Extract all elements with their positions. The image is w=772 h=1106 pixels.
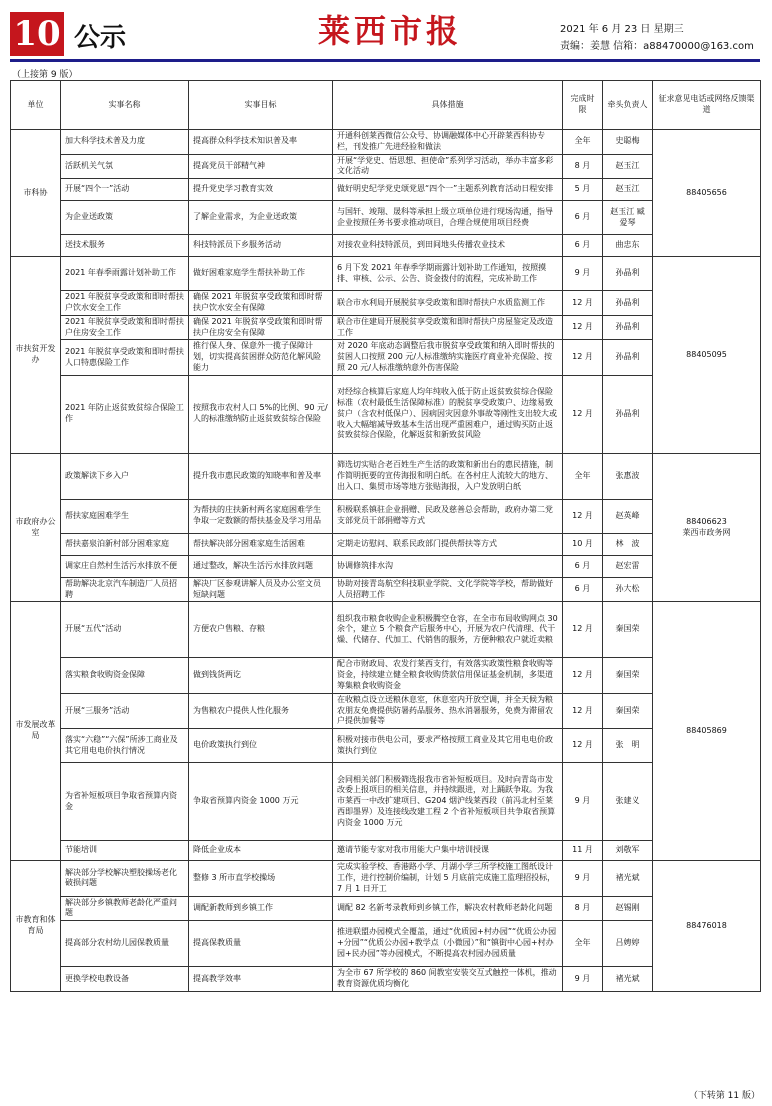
measure-cell: 开通科创莱西微信公众号、协调融媒体中心开辟莱西科协专栏，刊发推广先进经验和做法 [333, 130, 563, 155]
name-cell: 开展“四个一”活动 [61, 179, 189, 201]
contact-cell [653, 861, 761, 992]
lead-cell: 孙晶利 [603, 257, 653, 291]
unit-cell: 市科协 [11, 130, 61, 257]
measure-cell: 开展“学党史、悟思想、担使命”系列学习活动，举办丰富多彩文化活动 [333, 154, 563, 179]
measure-cell: 为全市 67 所学校的 860 间教室安装交互式触控一体机，推动教育资源优质均衡化 [333, 967, 563, 992]
measure-cell: 联合市水利局开展脱贫享受政策和即时帮扶户水质监测工作 [333, 291, 563, 316]
contact-phone: 88476018 [686, 920, 727, 930]
goal-cell: 通过整改，解决生活污水排放问题 [189, 555, 333, 577]
goal-cell: 争取省预算内资金 1000 万元 [189, 763, 333, 841]
deadline-cell: 12 月 [563, 315, 603, 340]
table-row [11, 375, 761, 453]
lead-cell: 孙大松 [603, 577, 653, 602]
goal-cell: 按照我市农村人口 5%的比例、90 元/人的标准缴纳防止返贫致贫综合保险 [189, 375, 333, 453]
name-cell: 2021 年脱贫享受政策和即时帮扶户饮水安全工作 [61, 291, 189, 316]
goal-cell: 帮扶解决部分困难家庭生活困难 [189, 533, 333, 555]
table-row [11, 315, 761, 340]
table-row [11, 154, 761, 179]
section-title: 公示 [74, 23, 127, 53]
table-row [11, 291, 761, 316]
name-cell: 为企业送政策 [61, 201, 189, 235]
table-row [11, 658, 761, 693]
lead-cell: 孙晶利 [603, 315, 653, 340]
lead-cell: 赵玉江 [603, 179, 653, 201]
goal-cell: 做到钱货两讫 [189, 658, 333, 693]
measure-cell: 配合市财政局、农发行莱西支行，有效落实政策性粮食收购等资金，持续建立健全粮食收购贷款信用保证基金机制，多渠道筹集粮食收购资金 [333, 658, 563, 693]
table-row [11, 921, 761, 967]
name-cell: 落实粮食收购资金保障 [61, 658, 189, 693]
deadline-cell: 12 月 [563, 658, 603, 693]
lead-cell: 张 明 [603, 729, 653, 763]
column-header: 具体措施 [333, 81, 563, 130]
measure-cell: 完成实验学校、香港路小学、月湖小学三所学校施工图纸设计工作，进行控制价编制，计划 5 月底前完成施工监理招投标，7 月 1 日开工 [333, 861, 563, 896]
measure-cell: 对接农业科技特派员，到田间地头传播农业技术 [333, 235, 563, 257]
lead-cell: 张建义 [603, 763, 653, 841]
issue-date: 2021 年 6 月 23 日 星期三 [560, 24, 684, 35]
masthead [0, 0, 772, 62]
name-cell: 2021 年脱贫享受政策和即时帮扶人口特惠保险工作 [61, 340, 189, 375]
goal-cell: 做好困难家庭学生帮扶补助工作 [189, 257, 333, 291]
page-number: 10 [10, 12, 64, 56]
measure-cell: 在收粮点设立送粮休息室，休息室内开放空调，并全天候为粮农朋友免费提供防暑药品服务、热水消暑服务，免费为滞留农户提供加餐等 [333, 693, 563, 728]
goal-cell: 提高党员干部精气神 [189, 154, 333, 179]
header-rule [10, 59, 760, 62]
table-row [11, 453, 761, 499]
lead-cell: 赵英峰 [603, 499, 653, 533]
table-row [11, 235, 761, 257]
table-row [11, 130, 761, 155]
name-cell: 帮扶家庭困难学生 [61, 499, 189, 533]
deadline-cell: 5 月 [563, 179, 603, 201]
measure-cell: 推进联盟办园模式全覆盖，通过“优质园+村办园”“优质公办园+分园”“优质公办园+教学点（小微园）”和“镇街中心园+村办园+民办园”等办园模式，不断提高农村园办园质量 [333, 921, 563, 967]
editor-info: 责编：姜慧 信箱：a88470000@163.com [560, 41, 754, 52]
deadline-cell: 12 月 [563, 693, 603, 728]
deadline-cell: 10 月 [563, 533, 603, 555]
goal-cell: 降低企业成本 [189, 841, 333, 861]
newspaper-logo: 莱西市报 [317, 12, 462, 50]
public-notice-table [10, 80, 761, 992]
name-cell: 政策解读下乡入户 [61, 453, 189, 499]
table-row [11, 967, 761, 992]
goal-cell: 提升我市惠民政策的知晓率和普及率 [189, 453, 333, 499]
table-header-row [11, 81, 761, 130]
measure-cell: 做好明史纪学党史颂党恩“四个一”主题系列教育活动日程安排 [333, 179, 563, 201]
lead-cell: 吕娉婷 [603, 921, 653, 967]
name-cell: 落实“六稳”“六保”所涉工商业及其它用电电价执行情况 [61, 729, 189, 763]
continued-to-note: （下转第 11 版） [688, 1091, 760, 1101]
deadline-cell: 6 月 [563, 201, 603, 235]
name-cell: 更换学校电教设备 [61, 967, 189, 992]
lead-cell: 秦国荣 [603, 602, 653, 658]
name-cell: 开展“三服务”活动 [61, 693, 189, 728]
goal-cell: 方便农户售粮、存粮 [189, 602, 333, 658]
table-row [11, 577, 761, 602]
unit-cell: 市政府办公室 [11, 453, 61, 602]
measure-cell: 协助对接青岛航空科技职业学院、文化学院等学校，帮助做好人员招聘工作 [333, 577, 563, 602]
goal-cell: 提高群众科学技术知识普及率 [189, 130, 333, 155]
measure-cell: 对 2020 年底动态调整后我市脱贫享受政策和纳入即时帮扶的贫困人口按照 200 元/人标准缴纳实施医疗商业补充保险、按照 20 元/人标准缴纳意外伤害保险 [333, 340, 563, 375]
goal-cell: 调配新教师到乡镇工作 [189, 896, 333, 921]
column-header: 完成时限 [563, 81, 603, 130]
deadline-cell: 12 月 [563, 729, 603, 763]
deadline-cell: 9 月 [563, 763, 603, 841]
goal-cell: 科技特派员下乡服务活动 [189, 235, 333, 257]
table-row [11, 841, 761, 861]
contact-phone: 88405095 [686, 349, 727, 359]
deadline-cell: 6 月 [563, 555, 603, 577]
lead-cell: 林 波 [603, 533, 653, 555]
lead-cell: 赵玉江 [603, 154, 653, 179]
goal-cell: 确保 2021 年脱贫享受政策和即时帮扶户住房安全有保障 [189, 315, 333, 340]
deadline-cell: 8 月 [563, 896, 603, 921]
table-row [11, 179, 761, 201]
continued-from-note: （上接第 9 版） [12, 70, 78, 80]
column-header: 征求意见电话或网络反馈渠道 [653, 81, 761, 130]
lead-cell: 曲忠东 [603, 235, 653, 257]
name-cell: 解决部分乡镇教师老龄化严重问题 [61, 896, 189, 921]
deadline-cell: 12 月 [563, 602, 603, 658]
lead-cell: 史聪梅 [603, 130, 653, 155]
table-row [11, 533, 761, 555]
table-row [11, 201, 761, 235]
contact-cell [653, 257, 761, 454]
lead-cell: 赵锡刚 [603, 896, 653, 921]
deadline-cell: 全年 [563, 130, 603, 155]
name-cell: 为省补短板项目争取省预算内资金 [61, 763, 189, 841]
measure-cell: 调配 82 名新考录教师到乡镇工作，解决农村教师老龄化问题 [333, 896, 563, 921]
contact-phone: 88405656 [686, 187, 727, 197]
measure-cell: 6 月下发 2021 年春季学期雨露计划补助工作通知，按照摸排、审核、公示、公告、资金拨付的流程，完成补助工作 [333, 257, 563, 291]
deadline-cell: 12 月 [563, 375, 603, 453]
goal-cell: 确保 2021 年脱贫享受政策和即时帮扶户饮水安全有保障 [189, 291, 333, 316]
unit-cell: 市扶贫开发办 [11, 257, 61, 454]
table-row [11, 340, 761, 375]
lead-cell: 刘敬军 [603, 841, 653, 861]
lead-cell: 赵宏雷 [603, 555, 653, 577]
lead-cell: 孙晶利 [603, 375, 653, 453]
deadline-cell: 12 月 [563, 499, 603, 533]
deadline-cell: 8 月 [563, 154, 603, 179]
measure-cell: 会同相关部门积极筛选报我市省补短板项目。及时向青岛市发改委上报项目的相关信息，并持续跟进，对上踊跃争取。为我市莱西一中改扩建项目、G204 烟沪线莱西段（前冯北村至莱西即墨界）及连接线改建工程 2 个省补短板项目共争取省预算内资金 1000 万元 [333, 763, 563, 841]
goal-cell: 为帮扶的庄扶新村两名家庭困难学生争取一定数额的帮扶基金及学习用品 [189, 499, 333, 533]
column-header: 单位 [11, 81, 61, 130]
table-row [11, 729, 761, 763]
name-cell: 节能培训 [61, 841, 189, 861]
deadline-cell: 全年 [563, 453, 603, 499]
goal-cell: 为售粮农户提供人性化服务 [189, 693, 333, 728]
name-cell: 帮扶嘉泉泊新村部分困难家庭 [61, 533, 189, 555]
measure-cell: 筛选切实贴合老百姓生产生活的政策和新出台的惠民措施，制作简明扼要的宣传海报和明白纸。在各村庄人流较大的地方、出入口、集贸市场等地方张贴海报，入户发放明白纸 [333, 453, 563, 499]
goal-cell: 提高保教质量 [189, 921, 333, 967]
table-row [11, 861, 761, 896]
goal-cell: 整修 3 所市直学校操场 [189, 861, 333, 896]
name-cell: 2021 年春季雨露计划补助工作 [61, 257, 189, 291]
name-cell: 2021 年防止返贫致贫综合保险工作 [61, 375, 189, 453]
deadline-cell: 9 月 [563, 967, 603, 992]
measure-cell: 联合市住建局开展脱贫享受政策和即时帮扶户房屋鉴定及改造工作 [333, 315, 563, 340]
deadline-cell: 全年 [563, 921, 603, 967]
name-cell: 开展“五代”活动 [61, 602, 189, 658]
measure-cell: 对经综合核算后家庭人均年纯收入低于防止返贫致贫综合保险标准（农村最低生活保障标准）的脱贫享受政策户、边缘易致贫户（含农村低保户）、因病因灾因意外事故等刚性支出较大或收入大幅缩减导致基本生活出现严重困难户，通过购买防止返贫致贫综合保险，化解返贫和新致贫风险 [333, 375, 563, 453]
measure-cell: 协调修筑排水沟 [333, 555, 563, 577]
deadline-cell: 9 月 [563, 861, 603, 896]
measure-cell: 积极对接市供电公司，要求严格按照工商业及其它用电电价政策执行到位 [333, 729, 563, 763]
name-cell: 提高部分农村幼儿园保教质量 [61, 921, 189, 967]
lead-cell: 褚光斌 [603, 861, 653, 896]
table-row [11, 499, 761, 533]
measure-cell: 组织我市粮食收购企业积极腾空仓容，在全市布局收购网点 30 余个，建立 5 个粮食产后服务中心，开展为农户代清理、代干燥、代储存、代加工、代销售的服务，方便种粮农户就近卖粮 [333, 602, 563, 658]
lead-cell: 孙晶利 [603, 340, 653, 375]
lead-cell: 秦国荣 [603, 693, 653, 728]
measure-cell: 积极联系镇驻企业捐赠、民政及慈善总会帮助，政府办第二党支部党员干部捐赠等方式 [333, 499, 563, 533]
name-cell: 送技术服务 [61, 235, 189, 257]
deadline-cell: 6 月 [563, 577, 603, 602]
name-cell: 活跃机关气氛 [61, 154, 189, 179]
lead-cell: 孙晶利 [603, 291, 653, 316]
contact-cell [653, 453, 761, 602]
deadline-cell: 12 月 [563, 291, 603, 316]
lead-cell: 秦国荣 [603, 658, 653, 693]
goal-cell: 电价政策执行到位 [189, 729, 333, 763]
name-cell: 加大科学技术普及力度 [61, 130, 189, 155]
table-row [11, 896, 761, 921]
deadline-cell: 12 月 [563, 340, 603, 375]
table-row [11, 763, 761, 841]
measure-cell: 与国轩、竣翔、晟科等承担上级立项单位进行现场沟通，指导企业按照任务书要求推动项目，合理合规使用项目经费 [333, 201, 563, 235]
name-cell: 2021 年脱贫享受政策和即时帮扶户住房安全工作 [61, 315, 189, 340]
contact-phone: 88406623 [686, 516, 727, 526]
table-row [11, 257, 761, 291]
deadline-cell: 9 月 [563, 257, 603, 291]
measure-cell: 邀请节能专家对我市用能大户集中培训授课 [333, 841, 563, 861]
column-header: 实事名称 [61, 81, 189, 130]
contact-web: 莱西市政务网 [682, 527, 731, 537]
contact-phone: 88405869 [686, 725, 727, 735]
goal-cell: 提高教学效率 [189, 967, 333, 992]
goal-cell: 了解企业需求，为企业送政策 [189, 201, 333, 235]
name-cell: 解决部分学校解决塑胶操场老化破损问题 [61, 861, 189, 896]
lead-cell: 褚光斌 [603, 967, 653, 992]
table-row [11, 555, 761, 577]
unit-cell: 市发展改革局 [11, 602, 61, 861]
column-header: 实事目标 [189, 81, 333, 130]
lead-cell: 张惠波 [603, 453, 653, 499]
lead-cell: 赵玉江 臧爱琴 [603, 201, 653, 235]
goal-cell: 解决厂区参观讲解人员及办公室文员短缺问题 [189, 577, 333, 602]
column-header: 牵头负责人 [603, 81, 653, 130]
goal-cell: 提升党史学习教育实效 [189, 179, 333, 201]
measure-cell: 定期走访慰问、联系民政部门提供帮扶等方式 [333, 533, 563, 555]
goal-cell: 推行保人身、保意外一揽子保障计划，切实提高贫困群众防范化解风险能力 [189, 340, 333, 375]
table-row [11, 602, 761, 658]
table-row [11, 693, 761, 728]
name-cell: 帮助解决北京汽车制造厂人员招聘 [61, 577, 189, 602]
deadline-cell: 6 月 [563, 235, 603, 257]
name-cell: 调家庄自然村生活污水排放不便 [61, 555, 189, 577]
contact-cell [653, 602, 761, 861]
deadline-cell: 11 月 [563, 841, 603, 861]
unit-cell: 市教育和体育局 [11, 861, 61, 992]
contact-cell [653, 130, 761, 257]
